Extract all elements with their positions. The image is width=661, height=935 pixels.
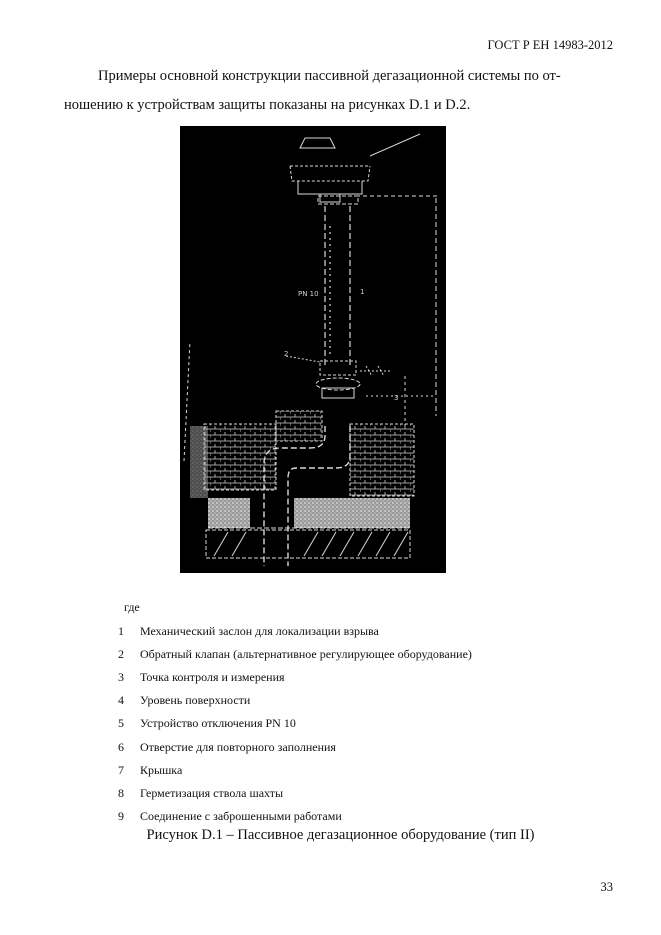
legend-item <box>118 805 472 828</box>
legend-item-text: Обратный клапан (альтернативное регулирующее оборудование) <box>140 647 472 662</box>
figure-d1-drawing <box>180 126 446 573</box>
document-code: ГОСТ Р ЕН 14983-2012 <box>487 38 613 52</box>
legend-item-text: Устройство отключения PN 10 <box>140 716 296 731</box>
intro-paragraph <box>64 62 614 120</box>
legend-item <box>118 643 472 666</box>
legend-item-number: 4 <box>118 693 124 708</box>
figure-caption <box>0 827 661 844</box>
intro-line-1: Примеры основной конструкции пассивной дегазационной системы по от- <box>98 68 561 84</box>
figure-label-1: 1 <box>360 288 365 296</box>
legend-item-text: Уровень поверхности <box>140 693 251 708</box>
legend-item-text: Крышка <box>140 762 183 777</box>
legend-where-label: где <box>124 600 140 614</box>
ground-surface-block-right <box>350 424 414 496</box>
figure-caption-text: Рисунок D.1 – Пассивное дегазационное оборудование (тип II) <box>146 827 535 843</box>
legend-item <box>118 689 472 712</box>
legend-item-number: 7 <box>118 762 124 777</box>
legend-item-number: 2 <box>118 647 124 662</box>
outer-fill-left <box>190 426 208 498</box>
legend-item-number: 8 <box>118 785 124 800</box>
legend-item <box>118 712 472 735</box>
legend-item-text: Точка контроля и измерения <box>140 670 285 685</box>
legend-item-number: 6 <box>118 739 124 754</box>
vent-standpipe <box>325 206 350 366</box>
ground-surface-block-left <box>204 411 322 490</box>
intro-line-2: ношению к устройствам защиты показаны на рисунках D.1 и D.2. <box>64 97 471 113</box>
page-number: 33 <box>600 880 613 894</box>
legend-item-text: Отверстие для повторного заполнения <box>140 739 336 754</box>
base-foundation <box>206 530 410 558</box>
legend-item-number: 3 <box>118 670 124 685</box>
figure-legend-list <box>118 620 472 828</box>
legend-item-number: 1 <box>118 624 124 639</box>
legend-item <box>118 620 472 643</box>
dimension-lines <box>356 196 438 426</box>
legend-item <box>118 759 472 782</box>
legend-item <box>118 735 472 758</box>
legend-item-text: Соединение с заброшенными работами <box>140 808 342 823</box>
degassing-equipment-drawing <box>180 126 446 573</box>
legend-item <box>118 666 472 689</box>
figure-label-pn10: PN 10 <box>298 290 319 298</box>
connection-pipe <box>264 426 350 566</box>
non-return-valve <box>316 361 392 398</box>
legend-item-number: 9 <box>118 808 124 823</box>
figure-label-2: 2 <box>284 350 289 358</box>
upper-flange <box>318 196 358 204</box>
legend-item-text: Герметизация ствола шахты <box>140 785 284 800</box>
explosion-barrier-cap <box>290 134 420 202</box>
legend-item <box>118 782 472 805</box>
shaft-sealing-band <box>208 498 410 528</box>
legend-item-number: 5 <box>118 716 124 731</box>
figure-label-3: 3 <box>394 394 399 402</box>
legend-item-text: Механический заслон для локализации взрыва <box>140 624 379 639</box>
